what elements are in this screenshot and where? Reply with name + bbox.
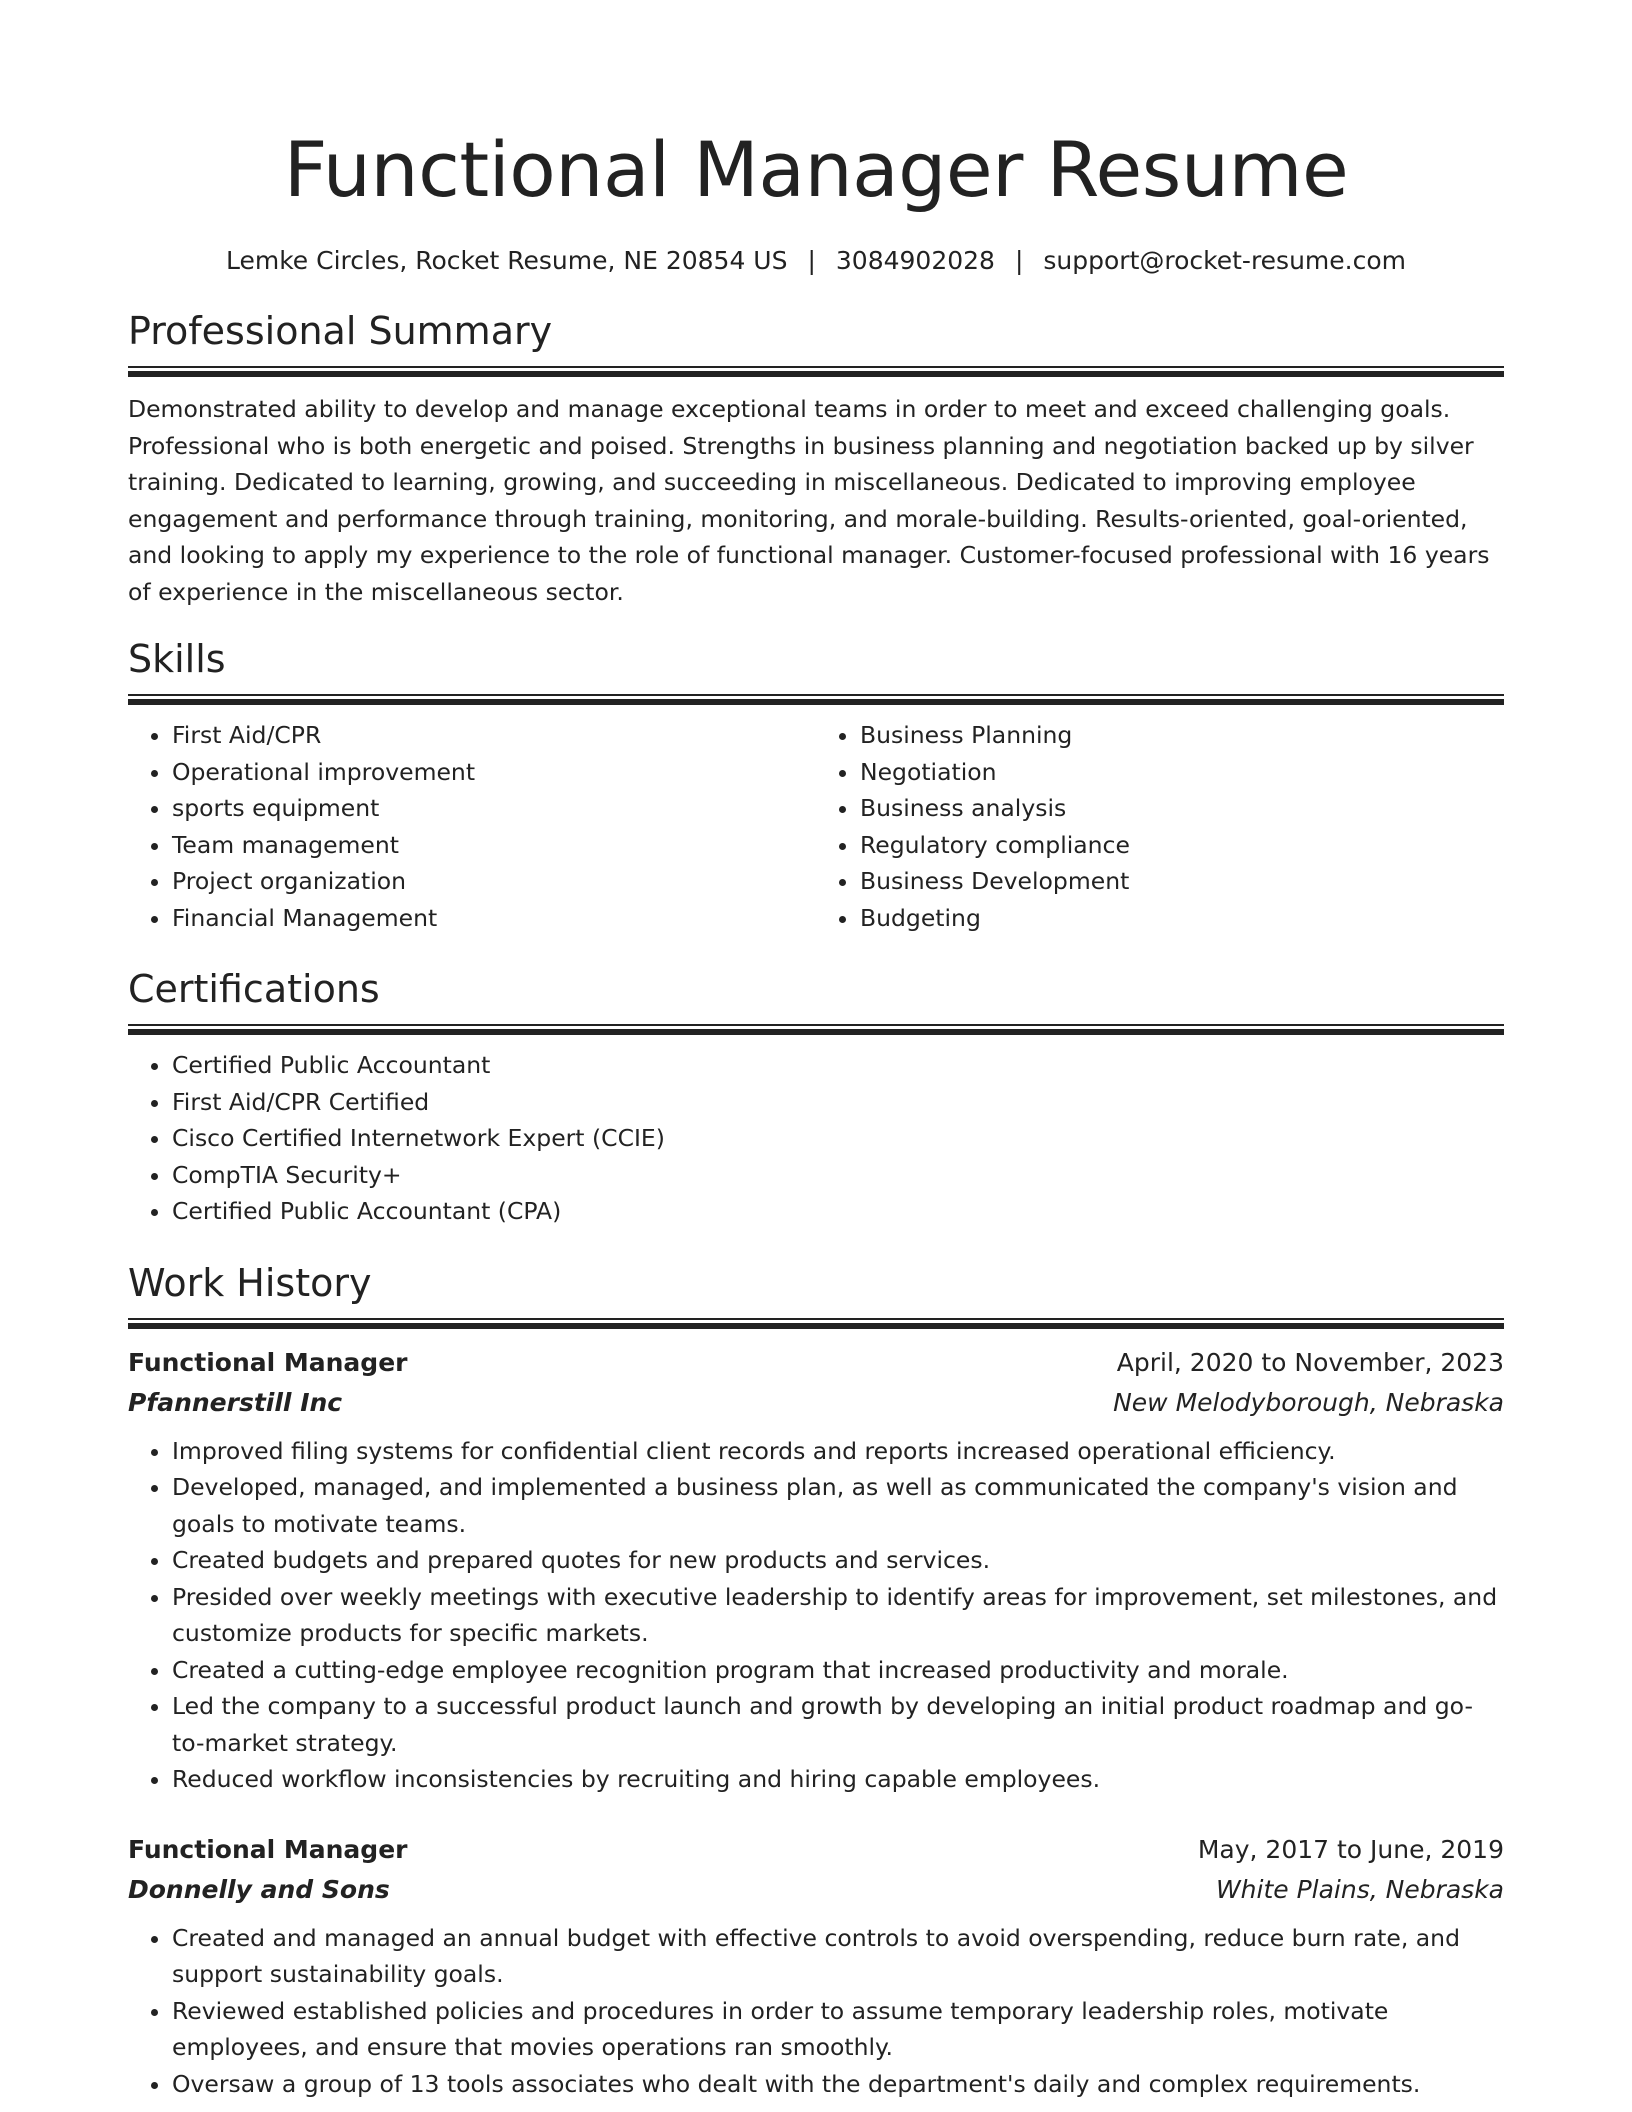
- summary-heading: Professional Summary: [128, 309, 553, 353]
- certification-item: • Certified Public Accountant: [172, 1047, 1504, 1084]
- job-header: [128, 1343, 1504, 1383]
- job-bullet: • Developed, managed, and implemented a business plan, as well as communicated the company's vision and goals to motivate teams.: [172, 1469, 1504, 1542]
- skill-item: • sports equipment: [172, 790, 816, 827]
- section-divider: [128, 1024, 1504, 1035]
- certification-item: • First Aid/CPR Certified: [172, 1084, 1504, 1121]
- job-bullets: [128, 1433, 1504, 1798]
- job-title: Functional Manager: [128, 1347, 408, 1377]
- work-history-section: [128, 1258, 1504, 2103]
- skill-item: • Financial Management: [172, 900, 816, 937]
- job-dates: April, 2020 to November, 2023: [1116, 1347, 1504, 1377]
- skills-grid: [128, 717, 1504, 936]
- job-bullet: • Created a cutting-edge employee recognition program that increased productivity and morale.: [172, 1652, 1504, 1689]
- skill-item: • Operational improvement: [172, 754, 816, 791]
- skill-item: • Business Development: [860, 863, 1504, 900]
- certifications-section: [128, 964, 1504, 1230]
- job-bullet: • Created budgets and prepared quotes for new products and services.: [172, 1542, 1504, 1579]
- job-entry: [128, 1830, 1504, 2103]
- work-history-heading: Work History: [128, 1260, 372, 1305]
- section-divider: [128, 1318, 1504, 1329]
- job-dates: May, 2017 to June, 2019: [1197, 1834, 1504, 1864]
- skill-item: • Business analysis: [860, 790, 1504, 827]
- section-divider: [128, 366, 1504, 377]
- skill-item: • Negotiation: [860, 754, 1504, 791]
- skill-item: • Regulatory compliance: [860, 827, 1504, 864]
- certification-item: • Cisco Certified Internetwork Expert (CCIE): [172, 1120, 1504, 1157]
- certifications-list: [128, 1047, 1504, 1230]
- job-company: Donnelly and Sons: [128, 1874, 390, 1904]
- job-bullet: • Presided over weekly meetings with executive leadership to identify areas for improvement, set milestones, and customize products for specific markets.: [172, 1579, 1504, 1652]
- section-divider: [128, 694, 1504, 705]
- job-title: Functional Manager: [128, 1834, 408, 1864]
- contact-separator: |: [807, 246, 816, 275]
- skill-item: • Budgeting: [860, 900, 1504, 937]
- skills-section: [128, 634, 1504, 936]
- job-entry: [128, 1343, 1504, 1798]
- job-bullet: • Reduced workflow inconsistencies by recruiting and hiring capable employees.: [172, 1761, 1504, 1798]
- summary-section: [128, 306, 1504, 610]
- job-bullet: • Led the company to a successful product launch and growth by developing an initial product roadmap and go-to-market strategy.: [172, 1688, 1504, 1761]
- certifications-heading: Certifications: [128, 967, 380, 1011]
- job-subheader: [128, 1870, 1504, 1910]
- skills-list-right: [816, 717, 1504, 936]
- contact-phone: 3084902028: [835, 246, 995, 275]
- job-bullet: • Improved filing systems for confidential client records and reports increased operational efficiency.: [172, 1433, 1504, 1470]
- resume-page: [128, 0, 1504, 2102]
- contact-address: Lemke Circles, Rocket Resume, NE 20854 US: [225, 246, 788, 275]
- job-location: White Plains, Nebraska: [1215, 1874, 1504, 1904]
- job-subheader: [128, 1383, 1504, 1423]
- skill-item: • First Aid/CPR: [172, 717, 816, 754]
- contact-email: support@rocket-resume.com: [1043, 246, 1407, 275]
- certification-item: • Certified Public Accountant (CPA): [172, 1193, 1504, 1230]
- job-bullet: • Oversaw a group of 13 tools associates who dealt with the department's daily and complex requirements.: [172, 2066, 1504, 2103]
- job-bullets: [128, 1920, 1504, 2103]
- job-company: Pfannerstill Inc: [128, 1387, 343, 1417]
- job-header: [128, 1830, 1504, 1870]
- summary-text: Demonstrated ability to develop and manage exceptional teams in order to meet and exceed challenging goals. Professional who is both energetic and poised. Strengths in business planning and negotiation backed up by silver training. Dedicated to learning, growing, and succeeding in miscellaneous. Dedicated to improving employee engagement and performance through training, monitoring, and morale-building. Results-oriented, goal-oriented, and looking to apply my experience to the role of functional manager. Customer-focused professional with 16 years of experience in the miscellaneous sector.: [128, 395, 1490, 606]
- resume-title: Functional Manager Resume: [283, 125, 1349, 214]
- job-location: New Melodyborough, Nebraska: [1113, 1387, 1504, 1417]
- skill-item: • Project organization: [172, 863, 816, 900]
- skills-list-left: [128, 717, 816, 936]
- job-bullet: • Created and managed an annual budget with effective controls to avoid overspending, reduce burn rate, and support sustainability goals.: [172, 1920, 1504, 1993]
- skills-heading: Skills: [128, 637, 226, 681]
- contact-line: [128, 244, 1504, 278]
- certification-item: • CompTIA Security+: [172, 1157, 1504, 1194]
- skill-item: • Business Planning: [860, 717, 1504, 754]
- skill-item: • Team management: [172, 827, 816, 864]
- job-bullet: • Reviewed established policies and procedures in order to assume temporary leadership roles, motivate employees, and ensure that movies operations ran smoothly.: [172, 1993, 1504, 2066]
- contact-separator: |: [1014, 246, 1024, 275]
